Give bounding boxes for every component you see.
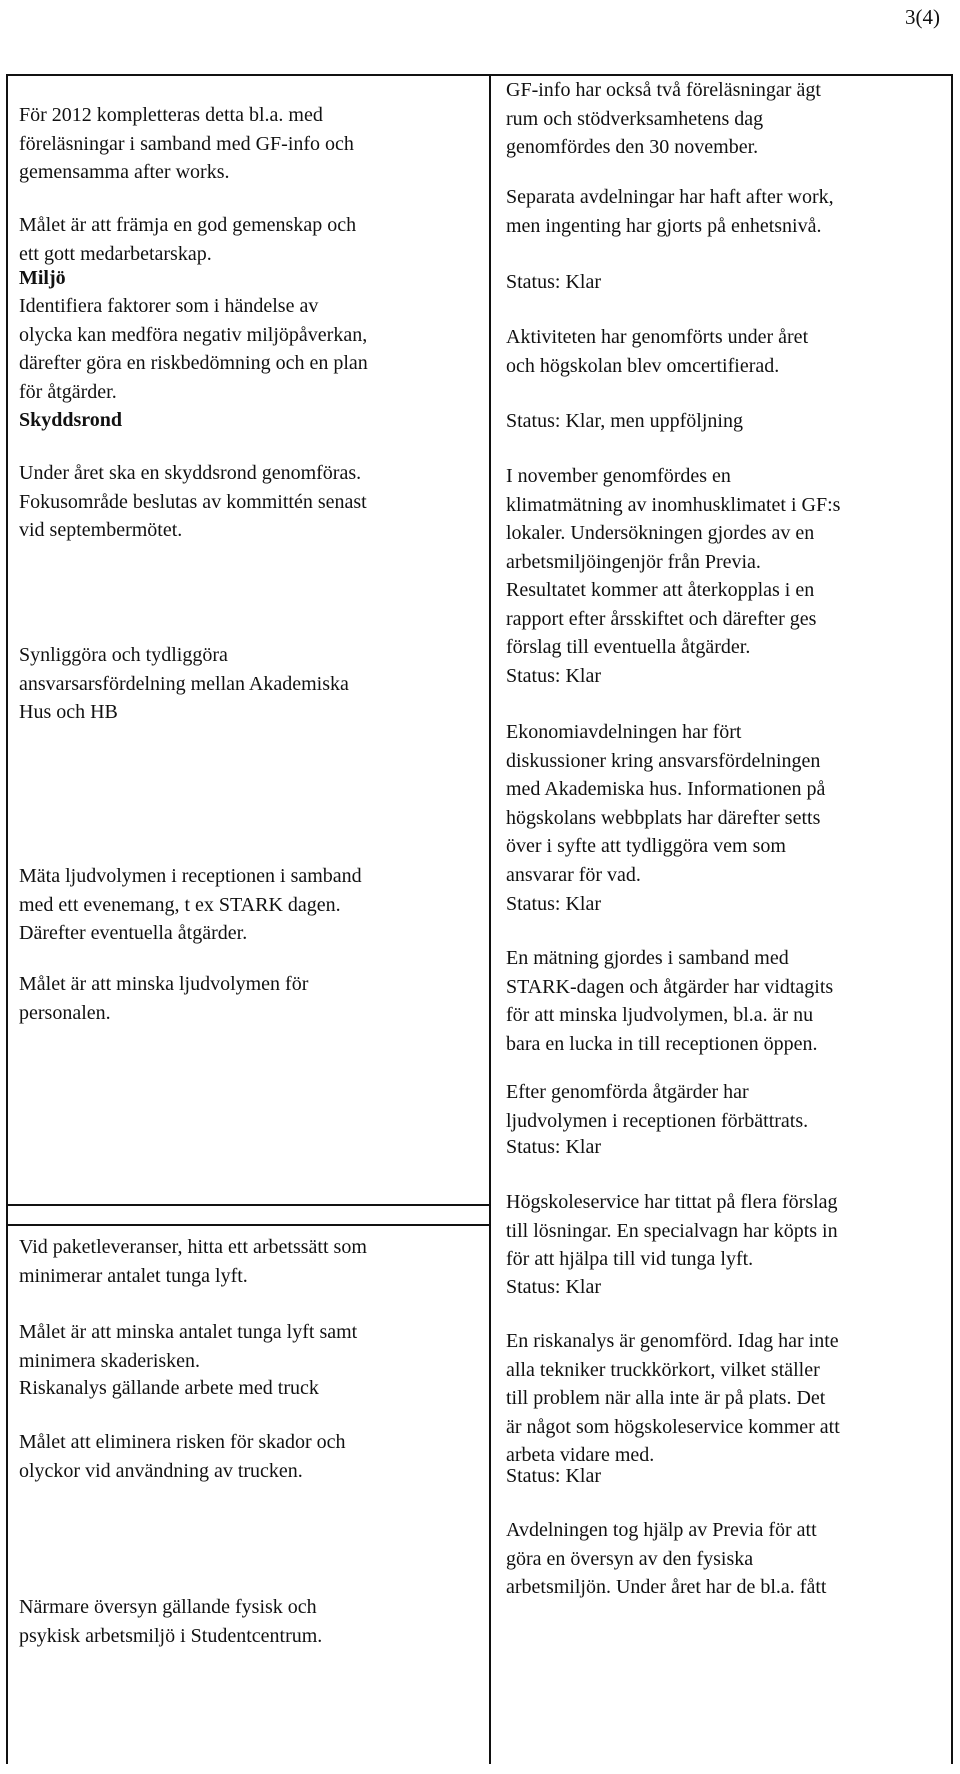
table-border-right: [951, 74, 953, 1764]
noise-goal-text: Målet är att minska ljudvolymen för personalen.: [19, 973, 309, 1024]
previa-text: Avdelningen tog hjälp av Previa för att göra en översyn av den fysiska arbetsmiljön. Under året har de bl.a. fått: [506, 1519, 827, 1598]
goal-community-text: Målet är att främja en god gemenskap och ett gott medarbetarskap.: [19, 214, 357, 265]
plan-table: [0, 74, 960, 1774]
noise-after-text: Efter genomförda åtgärder har ljudvolymen i receptionen förbättrats.: [506, 1081, 809, 1132]
status-label: Status: Klar: [506, 893, 601, 915]
noise-measure-text: Mäta ljudvolymen i receptionen i samband med ett evenemang, t ex STARK dagen. Därefter eventuella åtgärder.: [19, 865, 362, 944]
noise-result-text: En mätning gjordes i samband med STARK-dagen och åtgärder har vidtagits för att minska ljudvolymen, bl.a. är nu bara en lucka in till receptionen öppen.: [506, 947, 834, 1055]
status-label: Status: Klar: [506, 1136, 601, 1158]
responsibility-text: Synliggöra och tydliggöra ansvarsarsfördelning mellan Akademiska Hus och HB: [19, 644, 349, 723]
parcels-text: Vid paketleveranser, hitta ett arbetssätt som minimerar antalet tunga lyft.: [19, 1236, 367, 1287]
status-label: Status: Klar, men uppföljning: [506, 410, 743, 432]
row-divider-lower: [6, 1224, 490, 1226]
climate-text: I november genomfördes en klimatmätning av inomhusklimatet i GF:s lokaler. Undersökningen gjordes av en arbetsmiljöingenjör från Previa. Resultatet kommer att återkopplas i en rapport efter årsskiftet och därefter ges förslag till eventuella åtgärder.: [506, 465, 841, 658]
table-column-divider: [489, 74, 491, 1764]
service-trolley-text: Högskoleservice har tittat på flera förslag till lösningar. En specialvagn har köpts in för att hjälpa till vid tunga lyft.: [506, 1191, 838, 1270]
table-border-left: [6, 74, 8, 1764]
status-label: Status: Klar: [506, 665, 601, 687]
safety-round-heading: Skyddsrond: [19, 409, 123, 431]
truck-heading: Riskanalys gällande arbete med truck: [19, 1377, 319, 1399]
safety-round-text: Under året ska en skyddsrond genomföras. Fokusområde beslutas av kommittén senast vid septembermötet.: [19, 462, 367, 541]
truck-result-text: En riskanalys är genomförd. Idag har inte alla tekniker truckkörkort, vilket ställer till problem när alla inte är på plats. Det är något som högskoleservice kommer att arbeta vidare med.: [506, 1330, 840, 1466]
environment-heading: Miljö: [19, 267, 66, 289]
student-centre-text: Närmare översyn gällande fysisk och psykisk arbetsmiljö i Studentcentrum.: [19, 1596, 323, 1647]
gf-info-text: GF-info har också två föreläsningar ägt rum och stödverksamhetens dag genomfördes den 30 november.: [506, 79, 821, 158]
certified-text: Aktiviteten har genomförts under året och högskolan blev omcertifierad.: [506, 326, 809, 377]
status-label: Status: Klar: [506, 1276, 601, 1298]
page-number: 3(4): [905, 5, 940, 29]
intro-text: För 2012 kompletteras detta bl.a. med föreläsningar i samband med GF-info och gemensamma after works.: [19, 104, 354, 183]
after-work-text: Separata avdelningar har haft after work, men ingenting har gjorts på enhetsnivå.: [506, 186, 834, 237]
economy-text: Ekonomiavdelningen har fört diskussioner kring ansvarsfördelningen med Akademiska hus. Informationen på högskolans webbplats har därefter setts över i syfte att tydliggöra vem som ansvarar för vad.: [506, 721, 826, 886]
truck-goal-text: Målet att eliminera risken för skador och olyckor vid användning av trucken.: [19, 1431, 346, 1482]
status-label: Status: Klar: [506, 271, 601, 293]
status-label: Status: Klar: [506, 1465, 601, 1487]
parcels-goal-text: Målet är att minska antalet tunga lyft samt minimera skaderisken.: [19, 1321, 358, 1372]
environment-text: Identifiera faktorer som i händelse av olycka kan medföra negativ miljöpåverkan, därefter göra en riskbedömning och en plan för åtgärder.: [19, 295, 368, 403]
row-divider-upper: [6, 1204, 490, 1206]
